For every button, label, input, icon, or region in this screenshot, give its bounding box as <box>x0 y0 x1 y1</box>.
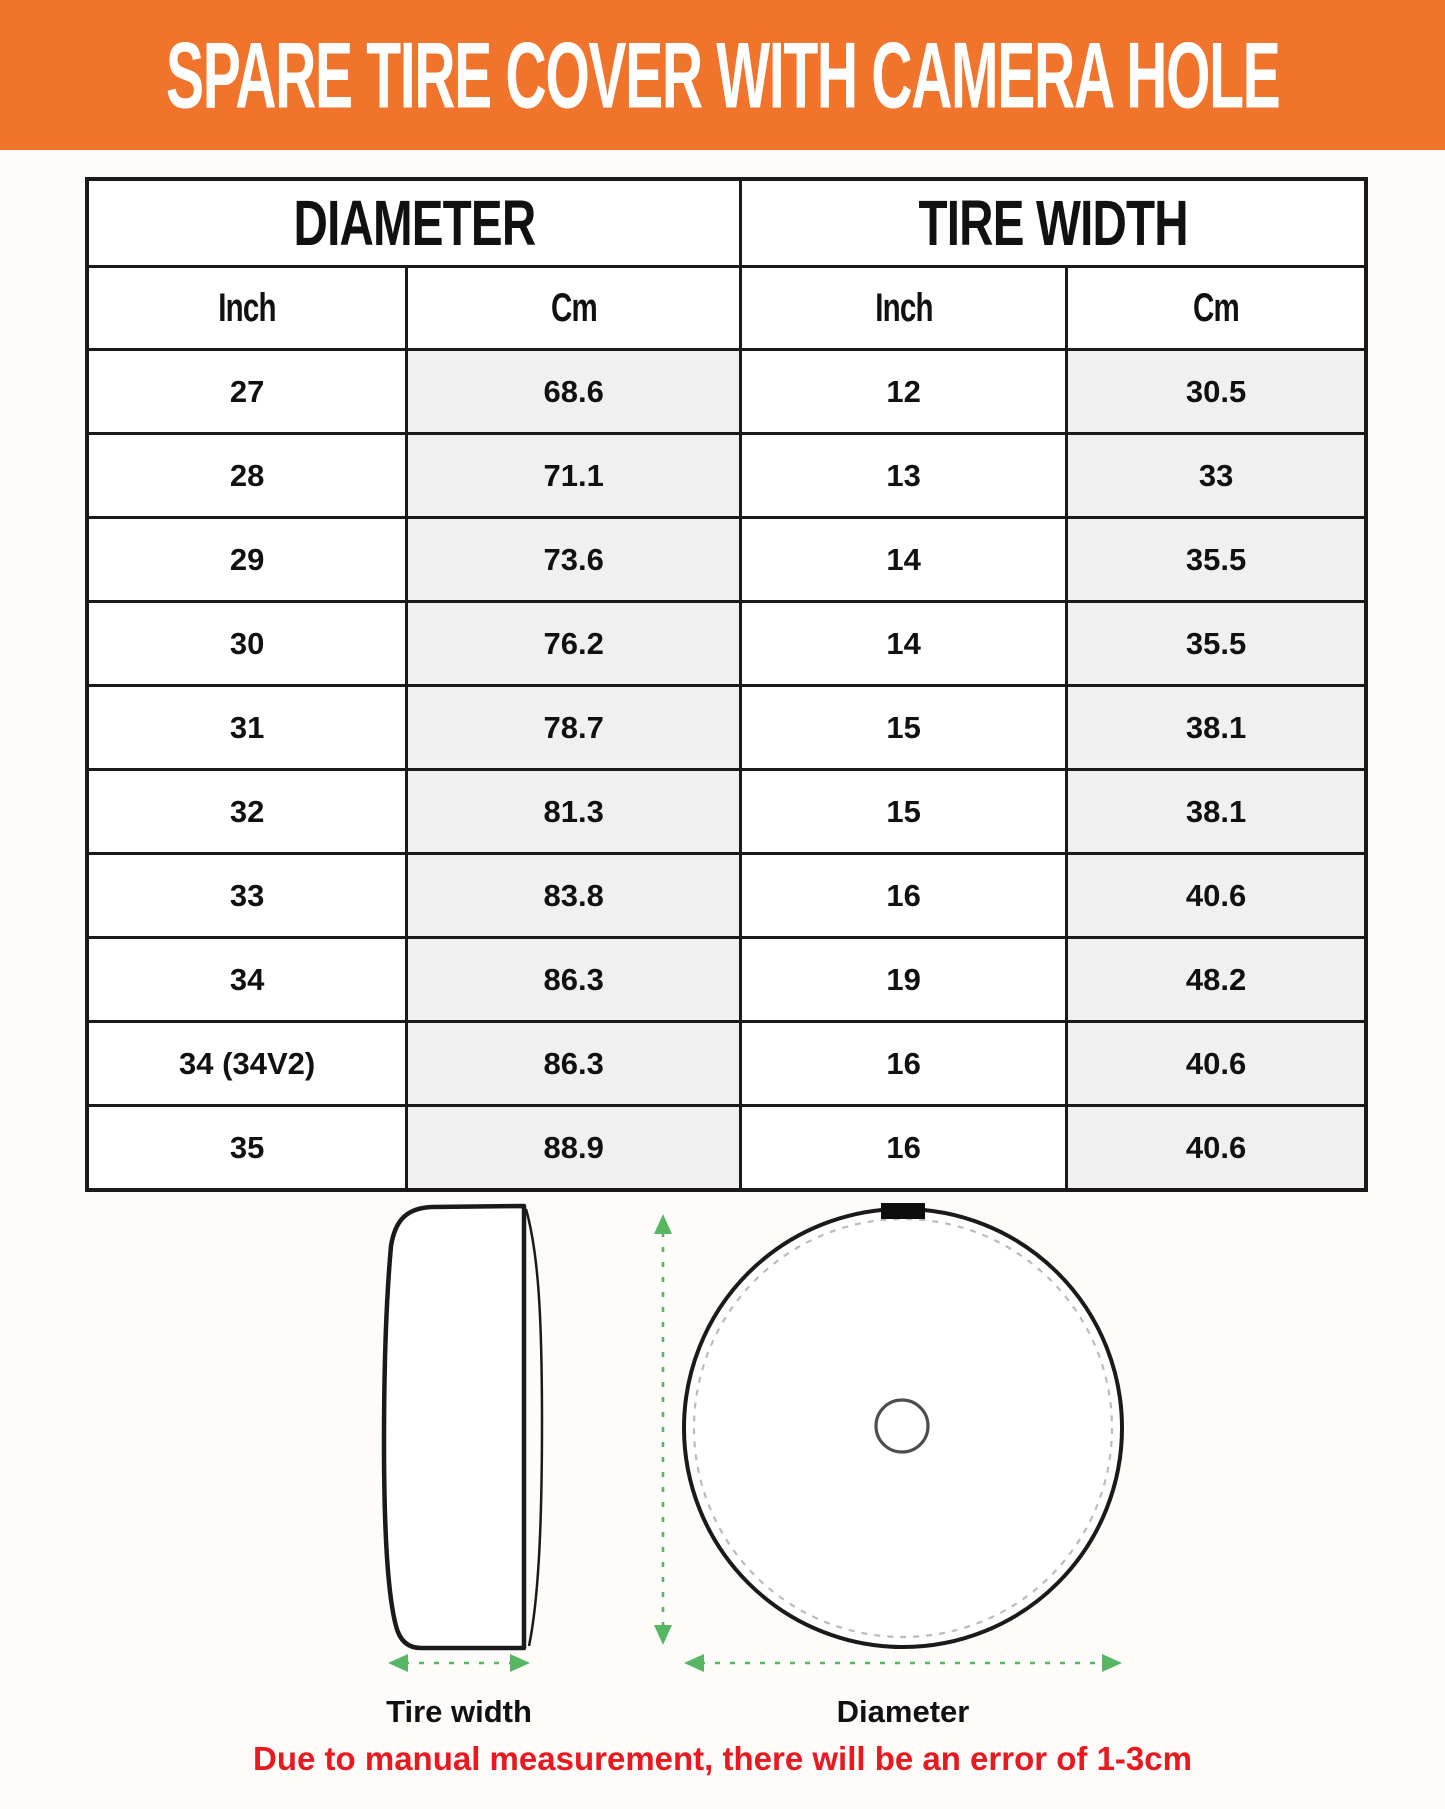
diameter-group-header-label: DIAMETER <box>293 187 535 259</box>
table-cell: 16 <box>741 1022 1067 1106</box>
table-row <box>87 854 1366 938</box>
table-cell: 16 <box>741 1106 1067 1191</box>
measurement-error-note: Due to manual measurement, there will be an error of 1-3cm <box>253 1740 1192 1777</box>
table-row <box>87 770 1366 854</box>
table-row <box>87 1106 1366 1191</box>
table-row <box>87 938 1366 1022</box>
table-cell: 15 <box>741 770 1067 854</box>
camera-hole <box>876 1400 928 1452</box>
measurement-diagram-svg <box>0 1190 1445 1750</box>
header-banner <box>0 0 1445 150</box>
table-row <box>87 686 1366 770</box>
tire-width-group-header-label: TIRE WIDTH <box>918 187 1188 259</box>
column-header-width-inch: Inch <box>741 267 1067 350</box>
table-cell: 48.2 <box>1067 938 1366 1022</box>
column-header-diameter-inch: Inch <box>87 267 407 350</box>
tire-side-view-shape <box>384 1206 542 1648</box>
table-cell: 12 <box>741 350 1067 434</box>
table-row <box>87 434 1366 518</box>
table-cell: 31 <box>87 686 407 770</box>
top-marker <box>881 1203 925 1219</box>
table-cell: 34 <box>87 938 407 1022</box>
group-header-row <box>87 179 1366 267</box>
table-cell: 15 <box>741 686 1067 770</box>
table-cell: 16 <box>741 854 1067 938</box>
table-cell: 34 (34V2) <box>87 1022 407 1106</box>
table-cell: 86.3 <box>407 1022 741 1106</box>
table-cell: 32 <box>87 770 407 854</box>
table-cell: 35.5 <box>1067 518 1366 602</box>
column-header-diameter-cm: Cm <box>407 267 741 350</box>
diameter-group-header <box>87 179 741 267</box>
table-cell: 38.1 <box>1067 686 1366 770</box>
table-cell: 29 <box>87 518 407 602</box>
size-table-body <box>87 350 1366 1191</box>
size-table <box>85 177 1368 1192</box>
table-cell: 19 <box>741 938 1067 1022</box>
table-cell: 73.6 <box>407 518 741 602</box>
table-cell: 88.9 <box>407 1106 741 1191</box>
table-cell: 40.6 <box>1067 854 1366 938</box>
tire-width-label: Tire width <box>386 1694 532 1729</box>
table-cell: 28 <box>87 434 407 518</box>
table-row <box>87 602 1366 686</box>
table-cell: 30 <box>87 602 407 686</box>
tire-width-arrow-icon <box>388 1654 530 1672</box>
page-title: SPARE TIRE COVER WITH CAMERA HOLE <box>165 21 1280 128</box>
table-cell: 78.7 <box>407 686 741 770</box>
table-cell: 71.1 <box>407 434 741 518</box>
column-header-width-cm: Cm <box>1067 267 1366 350</box>
column-header-row <box>87 267 1366 350</box>
tire-front-view-shape <box>684 1203 1122 1647</box>
table-cell: 30.5 <box>1067 350 1366 434</box>
table-cell: 86.3 <box>407 938 741 1022</box>
table-cell: 14 <box>741 518 1067 602</box>
measurement-diagram <box>0 1190 1445 1750</box>
table-cell: 33 <box>87 854 407 938</box>
diameter-label: Diameter <box>836 1694 970 1729</box>
diameter-arrow-icon <box>684 1654 1122 1672</box>
table-row <box>87 518 1366 602</box>
table-cell: 38.1 <box>1067 770 1366 854</box>
tire-width-group-header <box>741 179 1366 267</box>
table-cell: 35.5 <box>1067 602 1366 686</box>
table-cell: 33 <box>1067 434 1366 518</box>
table-cell: 14 <box>741 602 1067 686</box>
table-cell: 40.6 <box>1067 1022 1366 1106</box>
table-cell: 83.8 <box>407 854 741 938</box>
table-cell: 13 <box>741 434 1067 518</box>
table-cell: 76.2 <box>407 602 741 686</box>
table-cell: 35 <box>87 1106 407 1191</box>
table-cell: 81.3 <box>407 770 741 854</box>
table-cell: 40.6 <box>1067 1106 1366 1191</box>
table-cell: 68.6 <box>407 350 741 434</box>
table-cell: 27 <box>87 350 407 434</box>
table-row <box>87 350 1366 434</box>
vertical-diameter-arrow-icon <box>654 1214 672 1645</box>
size-table-wrap <box>85 177 1368 1192</box>
table-row <box>87 1022 1366 1106</box>
